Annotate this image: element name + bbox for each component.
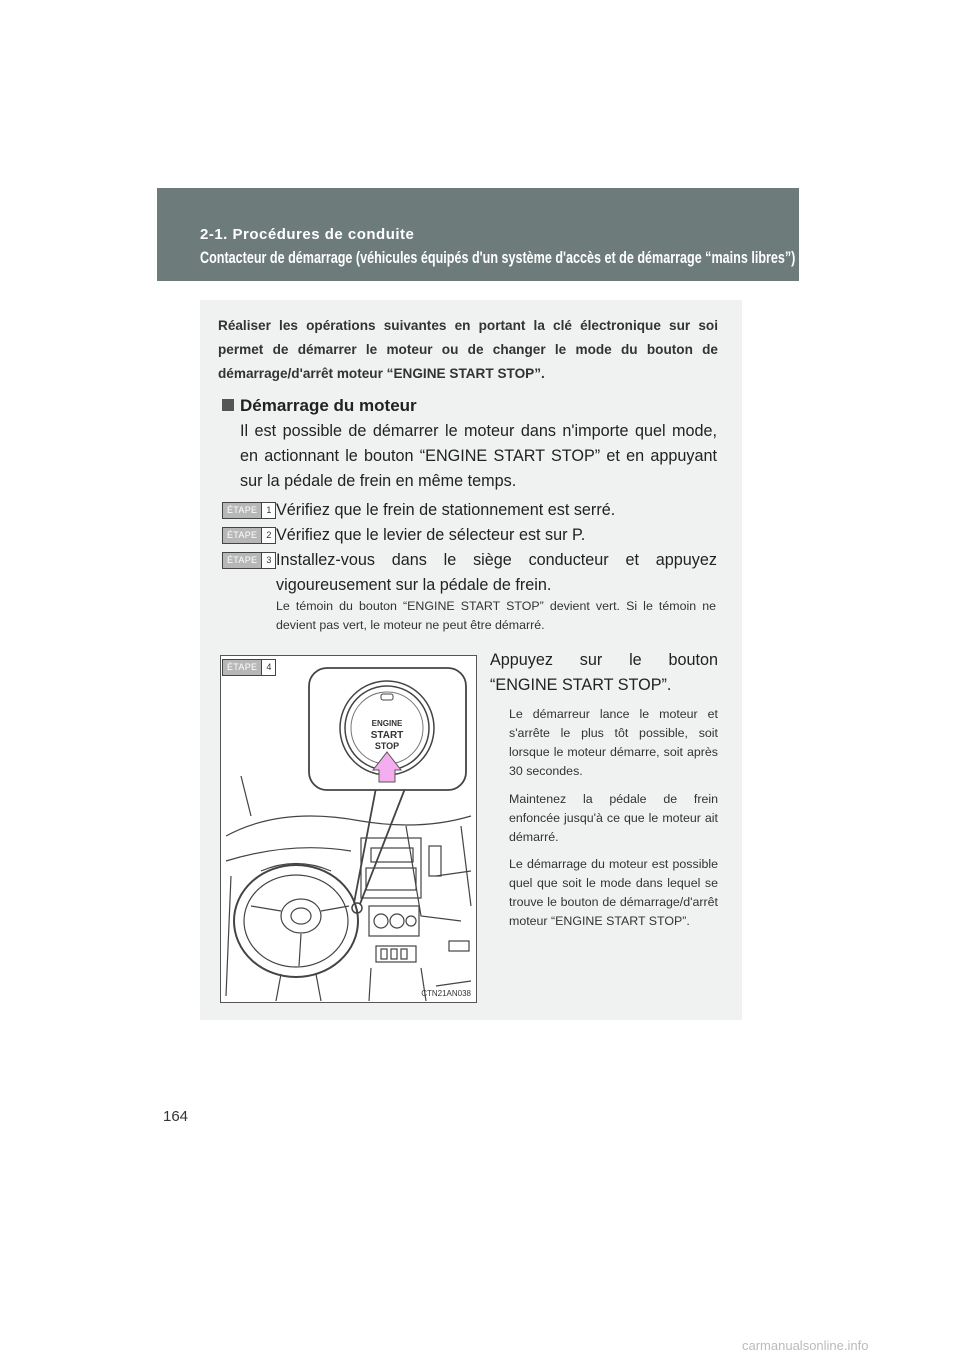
step-badge: ÉTAPE 4 (222, 659, 276, 676)
button-label-stop: STOP (374, 741, 400, 751)
page-number: 164 (163, 1108, 189, 1125)
content-panel (200, 300, 742, 1020)
step-1 (222, 498, 722, 523)
step-4-note: Le démarrage du moteur est possible quel que soit le mode dans lequel se trouve le bouton de démarrage/d'arrêt moteur “ENGINE START STOP”. (509, 857, 718, 928)
illustration-code: CTN21AN038 (421, 989, 471, 998)
step-4-note: Maintenez la pédale de frein enfoncée jusqu'à ce que le moteur ait démarré. (509, 792, 718, 844)
bullet-square-icon (222, 399, 234, 411)
dashboard-illustration (220, 655, 477, 1003)
chapter-header (157, 188, 799, 281)
button-label-start: START (370, 730, 404, 741)
step-2 (222, 523, 722, 548)
section-label: 2-1. Procédures de conduite (200, 226, 415, 243)
step-badge: ÉTAPE 2 (222, 527, 276, 544)
section-heading (222, 396, 417, 416)
step-4-note: Le démarreur lance le moteur et s'arrête le plus tôt possible, soit lorsque le moteur démarre, soit après 30 secondes. (509, 707, 718, 778)
step-text: Installez-vous dans le siège conducteur et appuyez vigoureusement sur la pédale de frein. (276, 551, 717, 594)
chapter-title: Contacteur de démarrage (véhicules équipés d'un système d'accès et de démarrage “mains libres”) (200, 248, 796, 267)
step-text: Vérifiez que le frein de stationnement est serré. (276, 501, 616, 519)
step-badge: ÉTAPE 3 (222, 552, 276, 569)
section-description: Il est possible de démarrer le moteur dans n'importe quel mode, en actionnant le bouton “ENGINE START STOP” et en appuyant sur la pédale de frein en même temps. (240, 422, 717, 490)
step-badge: ÉTAPE 1 (222, 502, 276, 519)
step-3 (222, 548, 722, 598)
button-label-engine: ENGINE (371, 719, 403, 728)
section-heading-text: Démarrage du moteur (240, 396, 417, 415)
step-3-note: Le témoin du bouton “ENGINE START STOP” devient vert. Si le témoin ne devient pas vert, le moteur ne peut être démarré. (276, 599, 716, 632)
step-text: Vérifiez que le levier de sélecteur est sur P. (276, 526, 586, 544)
watermark: carmanualsonline.info (742, 1338, 869, 1353)
step-4-text: Appuyez sur le bouton “ENGINE START STOP”. (490, 651, 718, 694)
intro-text: Réaliser les opérations suivantes en portant la clé électronique sur soi permet de démarrer le moteur ou de changer le mode du bouton de démarrage/d'arrêt moteur “ENGINE START STOP”. (218, 318, 718, 381)
